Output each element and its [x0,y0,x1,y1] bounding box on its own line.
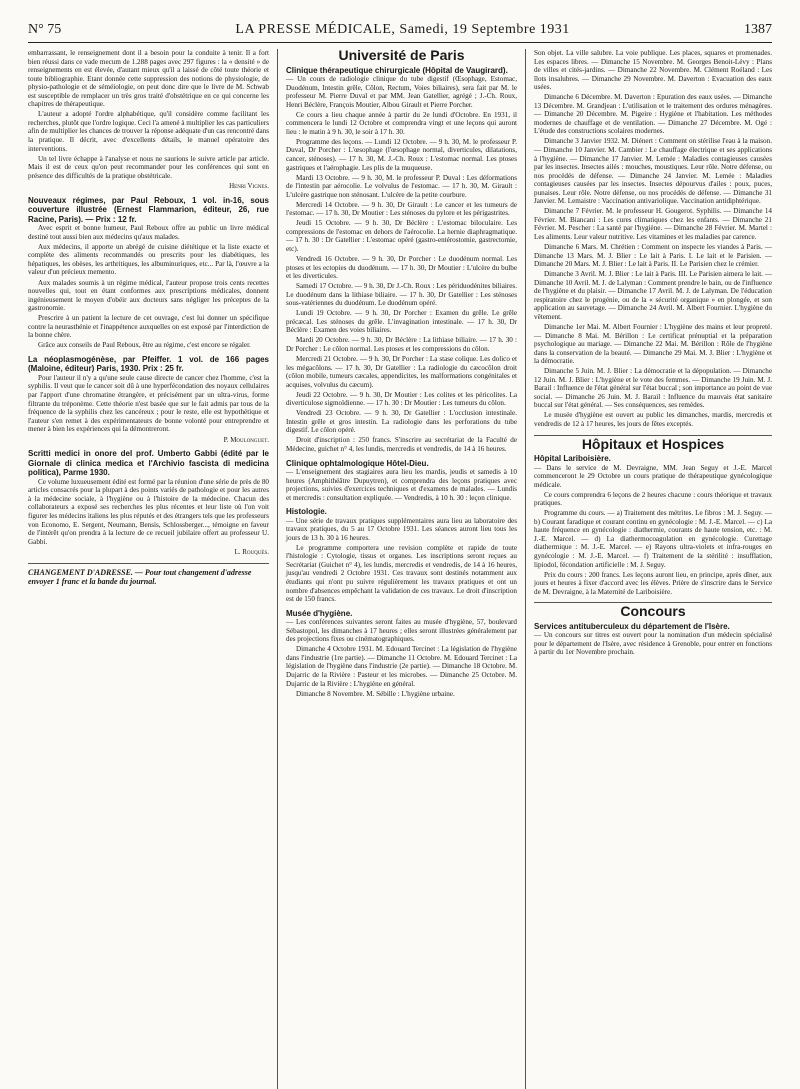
entry-body [286,517,517,604]
paragraph: Mercredi 21 Octobre. — 9 h. 30, Dr Porcher : La stase colique. Les dolico et les mégacôlons. — 17 h. 30, Dr Gatellier : La radiologie du cæcocôlon droit (côlon mobile, tumeurs cæcales, appendicites, les malformations congénitales et acquises, volvulus du cæcum). [286,355,517,389]
review-title: Scritti medici in onore del prof. Umberto Gabbi (édité par le Giornale di clinica medica et l'Archivio fascista di medicina politica), Parme 1930. [28,449,269,478]
concours-isere [534,622,772,657]
review-title: Nouveaux régimes, par Paul Reboux, 1 vol. in-16, sous couverture illustrée (Ernest Flammarion, éditeur, 26, rue Racine, Paris). — Prix : 12 fr. [28,195,269,224]
paragraph: L'auteur a adopté l'ordre alphabétique, qu'il considère comme facilitant les recherches, plutôt que l'ordre logique. Ceci l'a amené à multiplier les cas particuliers afin de multiplier les chances de trouver la réponse adéquate d'un cas rencontré dans la pratique. Il décrit, avec d'excellents détails, le manuel opératoire des interventions. [28,110,269,153]
divider [28,563,269,564]
paragraph: Droit d'inscription : 250 francs. S'inscrire au secrétariat de la Faculté de Médecine, guichet n° 4, les lundis, mercredis et vendredis, de 14 à 16 heures. [286,436,517,453]
paragraph: — Les conférences suivantes seront faites au musée d'hygiène, 57, boulevard Sébastopol, les dimanches à 17 heures ; elles seront illustrées généralement par des projections fixes ou cinématographiques. [286,618,517,644]
review-neoplasmogenese [28,374,269,434]
paragraph: Prescrire à un patient la lecture de cet ouvrage, c'est lui donner un spécifique contre la neurasthénie et l'inappétence auxquelles on est exposé par l'interdiction de la bonne chère. [28,314,269,340]
paragraph: Lundi 19 Octobre. — 9 h. 30, Dr Porcher : Examen du grêle. Le grêle précæcal. Les sténoses du grêle. L'invagination intestinale. — 17 h. 30, Dr Béclère : Examen des voies biliaires. [286,309,517,335]
review-title: La néoplasmogénèse, par Pfeiffer. 1 vol. de 166 pages (Maloine, éditeur) Paris, 1930. Prix : 25 fr. [28,354,269,374]
paragraph: Mardi 13 Octobre. — 9 h. 30, M. le professeur P. Duval : Les déformations de l'intestin par aérocolie. Le volvulus de l'estomac. — 17 h. 30, M. Girault : L'ulcère gastrique non sténosant. L'ulcère de la petite courbure. [286,173,517,199]
review-scritti-medici [28,478,269,546]
paragraph: — Une série de travaux pratiques supplémentaires aura lieu au laboratoire des travaux pratiques, du 5 au 17 Octobre 1931. Les séances auront lieu tous les jours de 13 h. 30 à 16 heures. [286,516,517,542]
entry-title: Musée d'hygiène. [286,608,353,618]
entry-title: Services antituberculeux du département de l'Isère. [534,621,730,631]
paragraph: Jeudi 15 Octobre. — 9 h. 30, Dr Béclère : L'estomac biloculaire. Les compressions de l'estomac en dehors de l'aérocolie. La hernie diaphragmatique. — 17 h. 30 : Dr Gatellier : L'estomac opéré (gastro-entérostomie, gastrectomie, etc). [286,219,517,253]
paragraph: Son objet. La ville salubre. La voie publique. Les places, squares et promenades. Les espaces libres. — Dimanche 15 Novembre. M. Georges Benoit-Lévy : Plans de villes et cités-jardins. — Dimanche 22 Novembre. M. Clément Roéland : Les îlots insalubres. — Dimanche 29 Novembre. M. Daverton : Evacuation des eaux usées. [534,49,772,92]
entry-body [286,618,517,698]
paragraph: Mercredi 14 Octobre. — 9 h. 30, Dr Girault : Le cancer et les tumeurs de l'estomac. — 17 h. 30, Dr Moutier : Les sténoses du pylore et les périgastrites. [286,200,517,218]
page-number: 1387 [743,22,772,37]
paragraph: Prix du cours : 200 francs. Les leçons auront lieu, en principe, après dîner, aux jours et heures à fixer d'accord avec les élèves. Prière de s'inscrire dans le Service de M. Devraigne, à la Maternité de Lariboisière. [534,570,772,596]
paragraph: Avec esprit et bonne humeur, Paul Reboux offre au public un livre médical destiné tout aussi bien aux médecins qu'aux malades. [28,224,269,241]
paragraph: Dimanche 7 Février. M. le professeur H. Gougerot. Syphilis. — Dimanche 14 Février. M. Biancani : Les cures climatiques chez les enfants. — Dimanche 21 Février. M. Pescher : La santé par l'hygiène. — Dimanche 28 Février. M. Martel : Les aliments. Leur valeur nutritive. Les vitamines et les maladies par carence. [534,207,772,241]
review-nouveaux-regimes [28,224,269,350]
paragraph: Ce cours comprendra 6 leçons de 2 heures chacune : cours théorique et travaux pratiques. [534,490,772,508]
paragraph: Un tel livre échappe à l'analyse et nous ne saurions le suivre article par article. Mais il est de ceux qu'on peut recommander pour les conférences qui sont en présence des difficultés de la pratique obstétricale. [28,154,269,180]
paragraph: Pour l'auteur il n'y a qu'une seule cause directe de cancer chez l'homme, c'est la syphilis. Il veut que le cancer soit dû à une hyperfécondation des noyaux cellulaires par l'apport d'une chromatine étrangère, et précisément par un ultra-virus, forme filtrante du tréponème. Cette théorie n'est basée que sur le fait admis par tous de la fréquence de la syphilis chez les cancéreux ; pour le reste, elle est hypothétique et l'auteur s'en remet à des expérimentateurs de bonne volonté pour entreprendre et mener à bien les expériences qui la démontreront. [28,373,269,434]
entry-body [286,468,517,502]
paragraph: Grâce aux conseils de Paul Reboux, être au régime, c'est encore se régaler. [38,341,251,350]
hopital-lariboisiere [534,454,772,596]
paragraph: embarrassant, le renseignement dont il a besoin pour la conduite à tenir. Il a fort bien réussi dans ce vade mecum de 1.288 pages avec 297 figures : la « densité » de renseignements en est élevée, d'autant mieux qu'il a laissé de côté toute théorie et toute bibliographie. Etant donnée cette suppression des notions de physiologie, de physio-pathologie et de séméiologie, on peut donc dire que le livre de M. Schwab est susceptible de remplacer un très gros traité d'obstétrique en ce qui concerne les chapitres de thérapeutique. [28,49,269,109]
musee-hygiene-continuation [534,49,772,429]
paragraph: Dimanche 4 Octobre 1931. M. Edouard Tercinet : La législation de l'hygiène dans l'industrie (1re partie). — Dimanche 11 Octobre. M. Edouard Tercinet : La législation de l'hygiène dans l'industrie (2e partie). — Dimanche 18 Octobre. M. Dujarric de la Rivière : Pasteur et les microbes. — Dimanche 25 Octobre. M. Dujarric de la Rivière : L'hygiène en général. [286,645,517,688]
paragraph: Vendredi 23 Octobre. — 9 h. 30, Dr Gatellier : L'occlusion intestinale. Intestin grêle et gros intestin. La radiologie dans les perforations du tube digestif. Le côlon opéré. [286,409,517,435]
issue-number: N° 75 [28,22,62,37]
paragraph: — Un concours sur titres est ouvert pour la nomination d'un médecin spécialisé pour le département de l'Isère, avec résidence à Grenoble, pour entrer en fonctions à partir du 1er Novembre prochain. [534,631,772,657]
section-title-universite: Université de Paris [338,49,465,63]
journal-masthead: LA PRESSE MÉDICALE, Samedi, 19 Septembre 1931 [235,22,570,37]
paragraph: Dimanche 6 Mars. M. Chrétien : Comment on inspecte les viandes à Paris. — Dimanche 13 Mars. M. J. Blier : Le lait à Paris. I. Le lait et le Parisien. — Dimanche 20 Mars. M. J. Blier : Le lait à Paris. II. Le Parisien chez le crémier. [534,243,772,269]
paragraph: Dimanche 8 Novembre. M. Sébille : L'hygiène urbaine. [296,689,455,698]
paragraph: Ce cours a lieu chaque année à partir du 2e lundi d'Octobre. En 1931, il commencera le lundi 12 Octobre et comprendra vingt et une leçons qui auront lieu : le matin à 9 h. 30, le soir à 17 h. 30. [286,110,517,136]
section-title-hopitaux: Hôpitaux et Hospices [581,435,725,452]
column-hygiene-hopitaux-concours [526,49,772,1089]
entry-body [286,75,517,453]
paragraph: Dimanche 5 Juin. M. J. Blier : La démocratie et la dépopulation. — Dimanche 12 Juin. M. J. Blier : L'hygiène et le vote des femmes. — Dimanche 19 Juin. M. J. Barail : Influence de l'état général sur l'état buccal ; son importance au point de vue social. — Dimanche 26 Juin. M. J. Barail : Influence du mauvais état sanitaire buccal sur l'état général. — Ses conséquences, ses remèdes. [534,367,772,410]
paragraph: Aux médecins, il apporte un abrégé de cuisine diététique et la liste exacte et complète des aliments recommandés ou prescrits pour les diabétiques, les hépatiques, les obèses, les arthritiques, les albuminuriques, etc... Par là, l'œuvre a la valeur d'un précieux memento. [28,242,269,277]
column-universite [278,49,526,1089]
paragraph: Ce volume luxueusement édité est formé par la réunion d'une série de près de 80 articles consacrés pour la plupart à des points variés de pathologie et pour les autres à la médecine sociale, à l'hygiène ou à l'histoire de la médecine. Chacun des collaborateurs a exposé ses recherches les plus récentes et leur liste où l'on voit figurer les médecins italiens les plus réputés et des étrangers tels que les professeurs von Economo, E. Sergent, Neumann, Bensis, Schlossberger..., témoigne en faveur de l'intérêt qu'on prendra à la lecture de ce recueil jubilaire offert au professeur U. Gabbi. [28,477,269,546]
entry-title: Hôpital Lariboisière. [534,454,611,464]
paragraph: Mardi 20 Octobre. — 9 h. 30, Dr Béclère : La lithiase biliaire. — 17 h. 30 : Dr Porcher : Le côlon normal. Les ptoses et les compressions du côlon. [286,336,517,353]
paragraph: Aux malades soumis à un régime médical, l'auteur propose trois cents recettes nouvelles qui, tout en étant conformes aux prescriptions médicales, donnent ingénieusement le moyen d'obéir aux docteurs sans négliger les préceptes de la gastronomie. [28,278,269,313]
notice-heading: CHANGEMENT D'ADRESSE. [28,567,133,577]
review-obstetrique [28,49,269,180]
entry-title: Clinique thérapeutique chirurgicale (Hôpital de Vaugirard). [286,65,508,75]
paragraph: Programme des leçons. — Lundi 12 Octobre. — 9 h. 30, M. le professeur P. Duval, Dr Porcher : L'œsophage (l'œsophage normal, diverticules, dilatations, cancer, sténoses). — 17 h. 30, M. J.-Ch. Roux : L'estomac normal. Les ptoses gastriques et l'aérophagie. Les plis de la muqueuse. [286,137,517,172]
change-of-address-notice [28,568,269,587]
paragraph: Dimanche 3 Janvier 1932. M. Diénert : Comment on stérilise l'eau à la maison. — Dimanche 10 Janvier. M. Cambier : Le chauffage électrique et ses applications à l'hygiène. — Dimanche 17 Janvier. M. Lemée : Maladies contagieuses causées par les insectes. Insectes ailés : mouches, moustiques. Leur rôle. Notre défense, ou nos procédés de défense. — Dimanche 24 Janvier. M. Lemée : Maladies contagieuses causées par les insectes. Insectes dépourvus d'ailes : poux, puces, punaises. Leur rôle. Notre défense, ou nos procédés de défense. — Dimanche 31 Janvier. M. Lemaistre : Vaccination antivariolique. Vaccination antidiphtérique. [534,137,772,206]
column-book-reviews [28,49,278,1089]
universite-entries [286,66,517,699]
paragraph: Dimanche 3 Avril. M. J. Blier : Le lait à Paris. III. Le Parisien aimera le lait. — Dimanche 10 Avril. M. J. de Lalyman : Comment prendre le bain, ou de l'influence de l'hygiène et du plaisir. — Dimanche 17 Avril. M. J. de Lalyman. De l'éducation respiratoire chez le progénie, ou de la « sécurité organique » en plongée, et son application au sauvetage. — Dimanche 24 Avril. M. Albert Fournier. L'hygiène du vêtement. [534,270,772,321]
entry-title: Clinique ophtalmologique Hôtel-Dieu. [286,458,429,468]
section-title-concours: Concours [620,603,686,620]
review-signature: P. Moulonguet. [223,435,269,444]
paragraph: Le programme comportera une revision complète et rapide de toute l'histologie : Cytologie, tissus et organes. Les inscriptions seront reçues au Secrétariat (Guichet n° 4), les lundis, mercredis et vendredis, de 14 à 16 heures, jusqu'au vendredi 2 Octobre 1931. Ces travaux sont destinés notamment aux étudiants qui n'ont pu suivre régulièrement les travaux pratiques et ont un nombre d'absences empêchant la validation de ces travaux. Le droit d'inscription est de 150 francs. [286,543,517,604]
paragraph: Le musée d'hygiène est ouvert au public les dimanches, mardis, mercredis et vendredis de 12 à 17 heures, les jours de fêtes exceptés. [534,411,772,428]
paragraph: — Dans le service de M. Devraigne, MM. Jean Seguy et J.-E. Marcel commenceront le 29 Octobre un cours pratique de thérapeutique gynécologique médicale. [534,463,772,489]
review-signature: L. Rouquès. [234,548,269,557]
paragraph: Dimanche 1er Mai. M. Albert Fournier : L'hygiène des mains et leur propreté. — Dimanche 8 Mai. M. Bérillon : Le certificat prénuptial et la préparation psychologique au mariage. — Dimanche 22 Mai. M. Bérillon : Rôle de l'hygiène dans la conservation de la beauté. — Dimanche 29 Mai. M. J. Blier : L'hygiène et la démocratie. [534,322,772,366]
paragraph: Samedi 17 Octobre. — 9 h. 30, Dr J.-Ch. Roux : Les périduodénites biliaires. Le duodénum dans la lithiase biliaire. — 17 h. 30, Dr Gatellier : Les sténoses sous-vatériennes du duodénum. Le duodénum opéré. [286,282,517,308]
entry-title: Histologie. [286,507,327,517]
paragraph: Jeudi 22 Octobre. — 9 h. 30, Dr Moutier : Les colites et les péricolites. La diverticulose sigmoïdienne. — 17 h. 30 : Dr Moutier : Les tumeurs du côlon. [286,390,517,408]
paragraph: Programme du cours. — a) Traitement des métrites. Le fibros : M. J. Seguy. — b) Courant faradique et courant continu en gynécologie : M. J.-E. Marcel. — c) La haute fréquence en gynécologie : diathermie, courants de haute tension, etc. : M. J.-E. Marcel. — d) La diathermocoagulation en gynécologie. Curettage diathermique : M. J.-E. Marcel. — e) Rayons ultra-violets et infra-rouges en gynécologie : M. J.-E. Marcel. — f) Traitement de la stérilité : insufflation, lipiodol, fécondation artificielle : M. J. Seguy. [534,509,772,569]
review-signature: Henri Vignes. [229,182,269,191]
paragraph: Dimanche 6 Décembre. M. Daverton : Epuration des eaux usées. — Dimanche 13 Décembre. M. Grandjean : L'utilisation et le traitement des ordures ménagères. — Dimanche 20 Décembre. M. Pigeire : Hygiène et l'habitation. Les méthodes modernes de chauffage et de ventilation. — Dimanche 27 Décembre. M. Ogé : L'étude des constructions scolaires modernes. [534,93,772,136]
paragraph: Vendredi 16 Octobre. — 9 h. 30, Dr Porcher : Le duodénum normal. Les ptoses et les ectopies du duodénum. — 17 h. 30, Dr Moutier : L'ulcère du bulbe et les diverticules. [286,254,517,281]
paragraph: — L'enseignement des stagiaires aura lieu les mardis, jeudis et samedis à 10 heures (Amphithéâtre Dupuytren), et comprendra des leçons pratiques avec projections, suivies d'exercices techniques et d'examens de malades. — Lundis et mercredis : consultation expliquée. — Vendredis, à 10 h. 30 : leçon clinique. [286,468,517,502]
notice-body: — Pour tout changement d'adresse envoyer 1 franc et la bande du journal. [28,567,252,587]
paragraph: — Un cours de radiologie clinique du tube digestif (Œsophage, Estomac, Duodénum, Intestin grêle, Côlon, Rectum, Voies biliaires), sera fait par M. le professeur M. Pierre Duval et par MM. Jean Gatellier, agrégé ; J.-Ch. Roux, Henri Béclère, François Moutier, Albou Girault et Pierre Porcher. [286,75,517,109]
page-header [28,22,772,43]
columns [28,49,772,1089]
